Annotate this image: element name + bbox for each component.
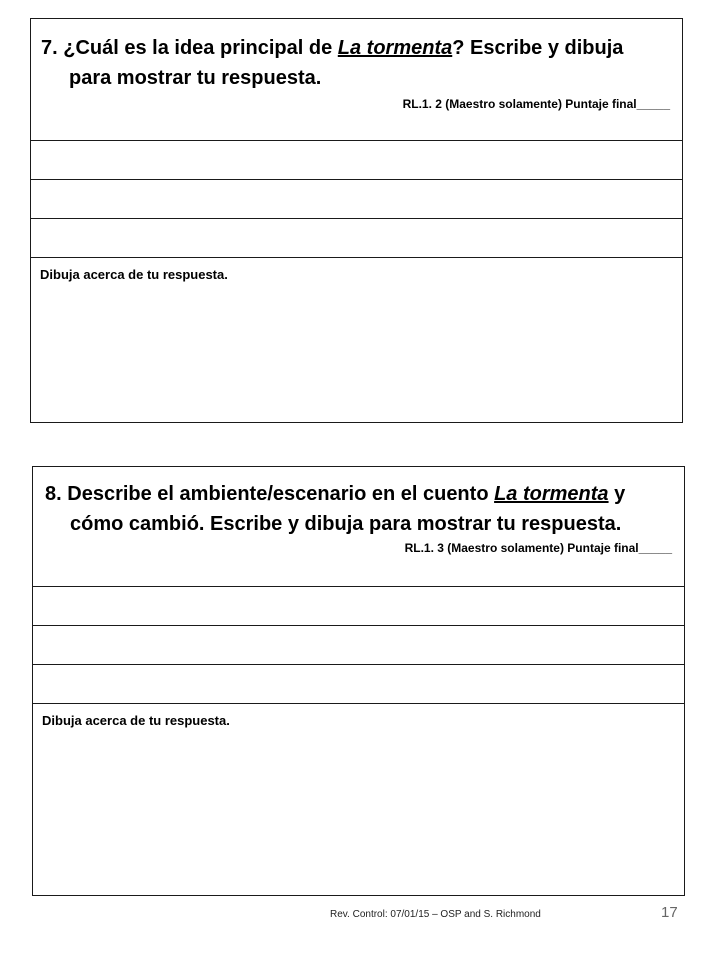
question-7-box bbox=[30, 18, 683, 423]
question-7-answer-line-1[interactable] bbox=[31, 141, 682, 180]
question-8-prompt-text: Describe el ambiente/escenario en el cuento bbox=[67, 483, 495, 505]
question-7-prompt-text: ¿Cuál es la idea principal de bbox=[63, 37, 338, 59]
question-8-answer-line-3[interactable] bbox=[33, 665, 684, 704]
question-7-prompt bbox=[41, 33, 668, 93]
question-7-answer-line-2[interactable] bbox=[31, 180, 682, 219]
question-8-drawing-area[interactable] bbox=[33, 704, 684, 895]
question-7-prompt-text-end: ? Escribe y dibuja para mostrar tu respuesta. bbox=[69, 37, 624, 89]
question-7-drawing-label: Dibuja acerca de tu respuesta. bbox=[40, 267, 228, 282]
question-7-standard-score: RL.1. 2 (Maestro solamente) Puntaje final_____ bbox=[402, 97, 670, 111]
question-7-drawing-area[interactable] bbox=[31, 258, 682, 422]
question-8-prompt bbox=[45, 479, 670, 539]
revision-footer: Rev. Control: 07/01/15 – OSP and S. Richmond bbox=[330, 909, 541, 920]
question-8-story-title: La tormenta bbox=[494, 483, 609, 505]
question-8-header bbox=[33, 467, 684, 587]
question-8-answer-line-2[interactable] bbox=[33, 626, 684, 665]
question-7-number: 7. bbox=[41, 37, 58, 59]
question-8-standard-score: RL.1. 3 (Maestro solamente) Puntaje final_____ bbox=[404, 541, 672, 555]
question-7-header bbox=[31, 19, 682, 141]
question-8-drawing-label: Dibuja acerca de tu respuesta. bbox=[42, 713, 230, 728]
question-8-prompt-text-end: y cómo cambió. Escribe y dibuja para mostrar tu respuesta. bbox=[70, 483, 626, 535]
question-7-answer-line-3[interactable] bbox=[31, 219, 682, 258]
question-8-number: 8. bbox=[45, 483, 62, 505]
question-8-answer-line-1[interactable] bbox=[33, 587, 684, 626]
question-8-box bbox=[32, 466, 685, 896]
page-number: 17 bbox=[661, 904, 678, 921]
question-7-story-title: La tormenta bbox=[337, 37, 453, 59]
